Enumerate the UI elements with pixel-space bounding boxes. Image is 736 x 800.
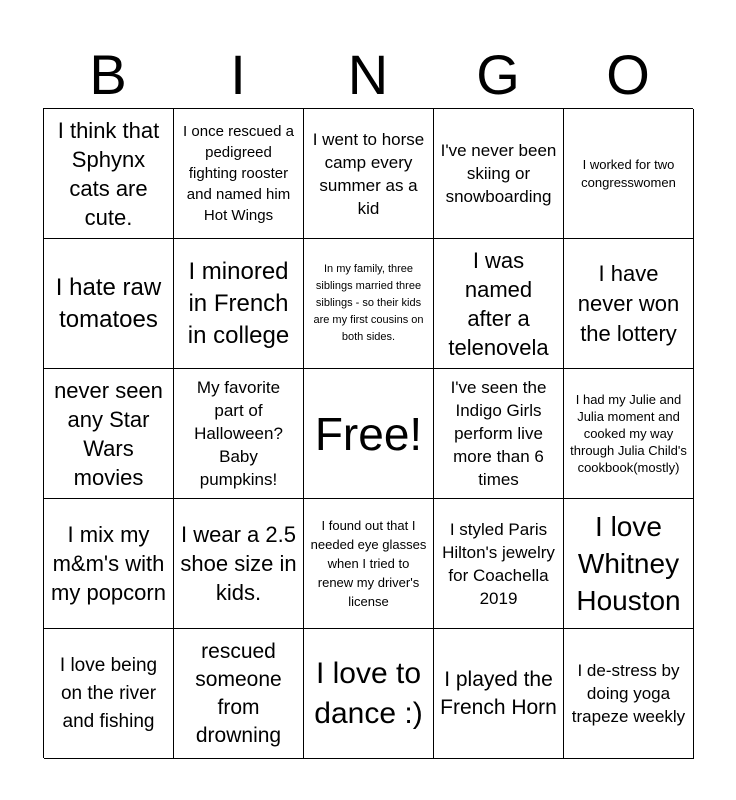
cell-text: I once rescued a pedigreed fighting rooster and named him Hot Wings	[183, 123, 294, 224]
bingo-cell	[174, 369, 304, 499]
cell-text: never seen any Star Wars movies	[54, 377, 163, 490]
cell-text: I've never been skiing or snowboarding	[440, 141, 557, 206]
cell-text: My favorite part of Halloween? Baby pumpkins!	[194, 378, 283, 489]
cell-text: I think that Sphynx cats are cute.	[57, 117, 160, 230]
cell-text: I love Whitney Houston	[576, 511, 681, 616]
bingo-cell	[434, 239, 564, 369]
header-letter-b: B	[89, 43, 127, 106]
bingo-cell	[564, 239, 694, 369]
bingo-cell	[564, 109, 694, 239]
bingo-cell	[434, 629, 564, 759]
bingo-header	[43, 42, 693, 108]
cell-text: I wear a 2.5 shoe size in kids.	[180, 522, 297, 605]
cell-text: I love being on the river and fishing	[59, 654, 158, 732]
bingo-cell	[44, 239, 174, 369]
bingo-cell	[174, 239, 304, 369]
bingo-cell	[304, 369, 434, 499]
bingo-cell	[44, 109, 174, 239]
cell-text: I went to horse camp every summer as a kid	[312, 129, 425, 218]
cell-text: I de-stress by doing yoga trapeze weekly	[571, 661, 686, 726]
cell-text: I found out that I needed eye glasses when I tried to renew my driver's license	[310, 518, 427, 609]
bingo-cell	[434, 109, 564, 239]
bingo-cell	[564, 499, 694, 629]
bingo-cell	[174, 499, 304, 629]
bingo-board	[43, 108, 693, 758]
bingo-cell	[304, 109, 434, 239]
bingo-cell	[564, 369, 694, 499]
bingo-cell	[174, 109, 304, 239]
cell-text: In my family, three siblings married three siblings - so their kids are my first cousins on both sides.	[313, 263, 424, 343]
header-letter-o: O	[606, 43, 650, 106]
cell-text: I have never won the lottery	[577, 260, 680, 346]
cell-text: I had my Julie and Julia moment and cooked my way through Julia Child's cookbook(mostly)	[570, 392, 687, 475]
bingo-cell	[434, 369, 564, 499]
cell-text: I was named after a telenovela	[448, 247, 549, 360]
cell-text: I played the French Horn	[440, 667, 557, 719]
cell-text: I mix my m&m's with my popcorn	[51, 522, 166, 605]
bingo-cell	[44, 369, 174, 499]
header-letter-n: N	[347, 43, 389, 106]
bingo-cell	[304, 629, 434, 759]
bingo-cell	[304, 239, 434, 369]
bingo-cell	[564, 629, 694, 759]
bingo-cell	[304, 499, 434, 629]
cell-text: rescued someone from drowning	[195, 639, 282, 747]
bingo-cell	[434, 499, 564, 629]
cell-text: I minored in French in college	[187, 257, 290, 349]
free-space: Free!	[314, 407, 423, 460]
cell-text: I love to dance :)	[314, 656, 423, 730]
bingo-cell	[44, 499, 174, 629]
cell-text: I've seen the Indigo Girls perform live more than 6 times	[450, 378, 547, 489]
cell-text: I worked for two congresswomen	[581, 156, 676, 190]
cell-text: I hate raw tomatoes	[55, 273, 162, 333]
header-letter-g: G	[476, 43, 520, 106]
header-letter-i: I	[230, 43, 246, 106]
cell-text: I styled Paris Hilton's jewelry for Coachella 2019	[442, 519, 555, 608]
bingo-cell	[44, 629, 174, 759]
bingo-cell	[174, 629, 304, 759]
